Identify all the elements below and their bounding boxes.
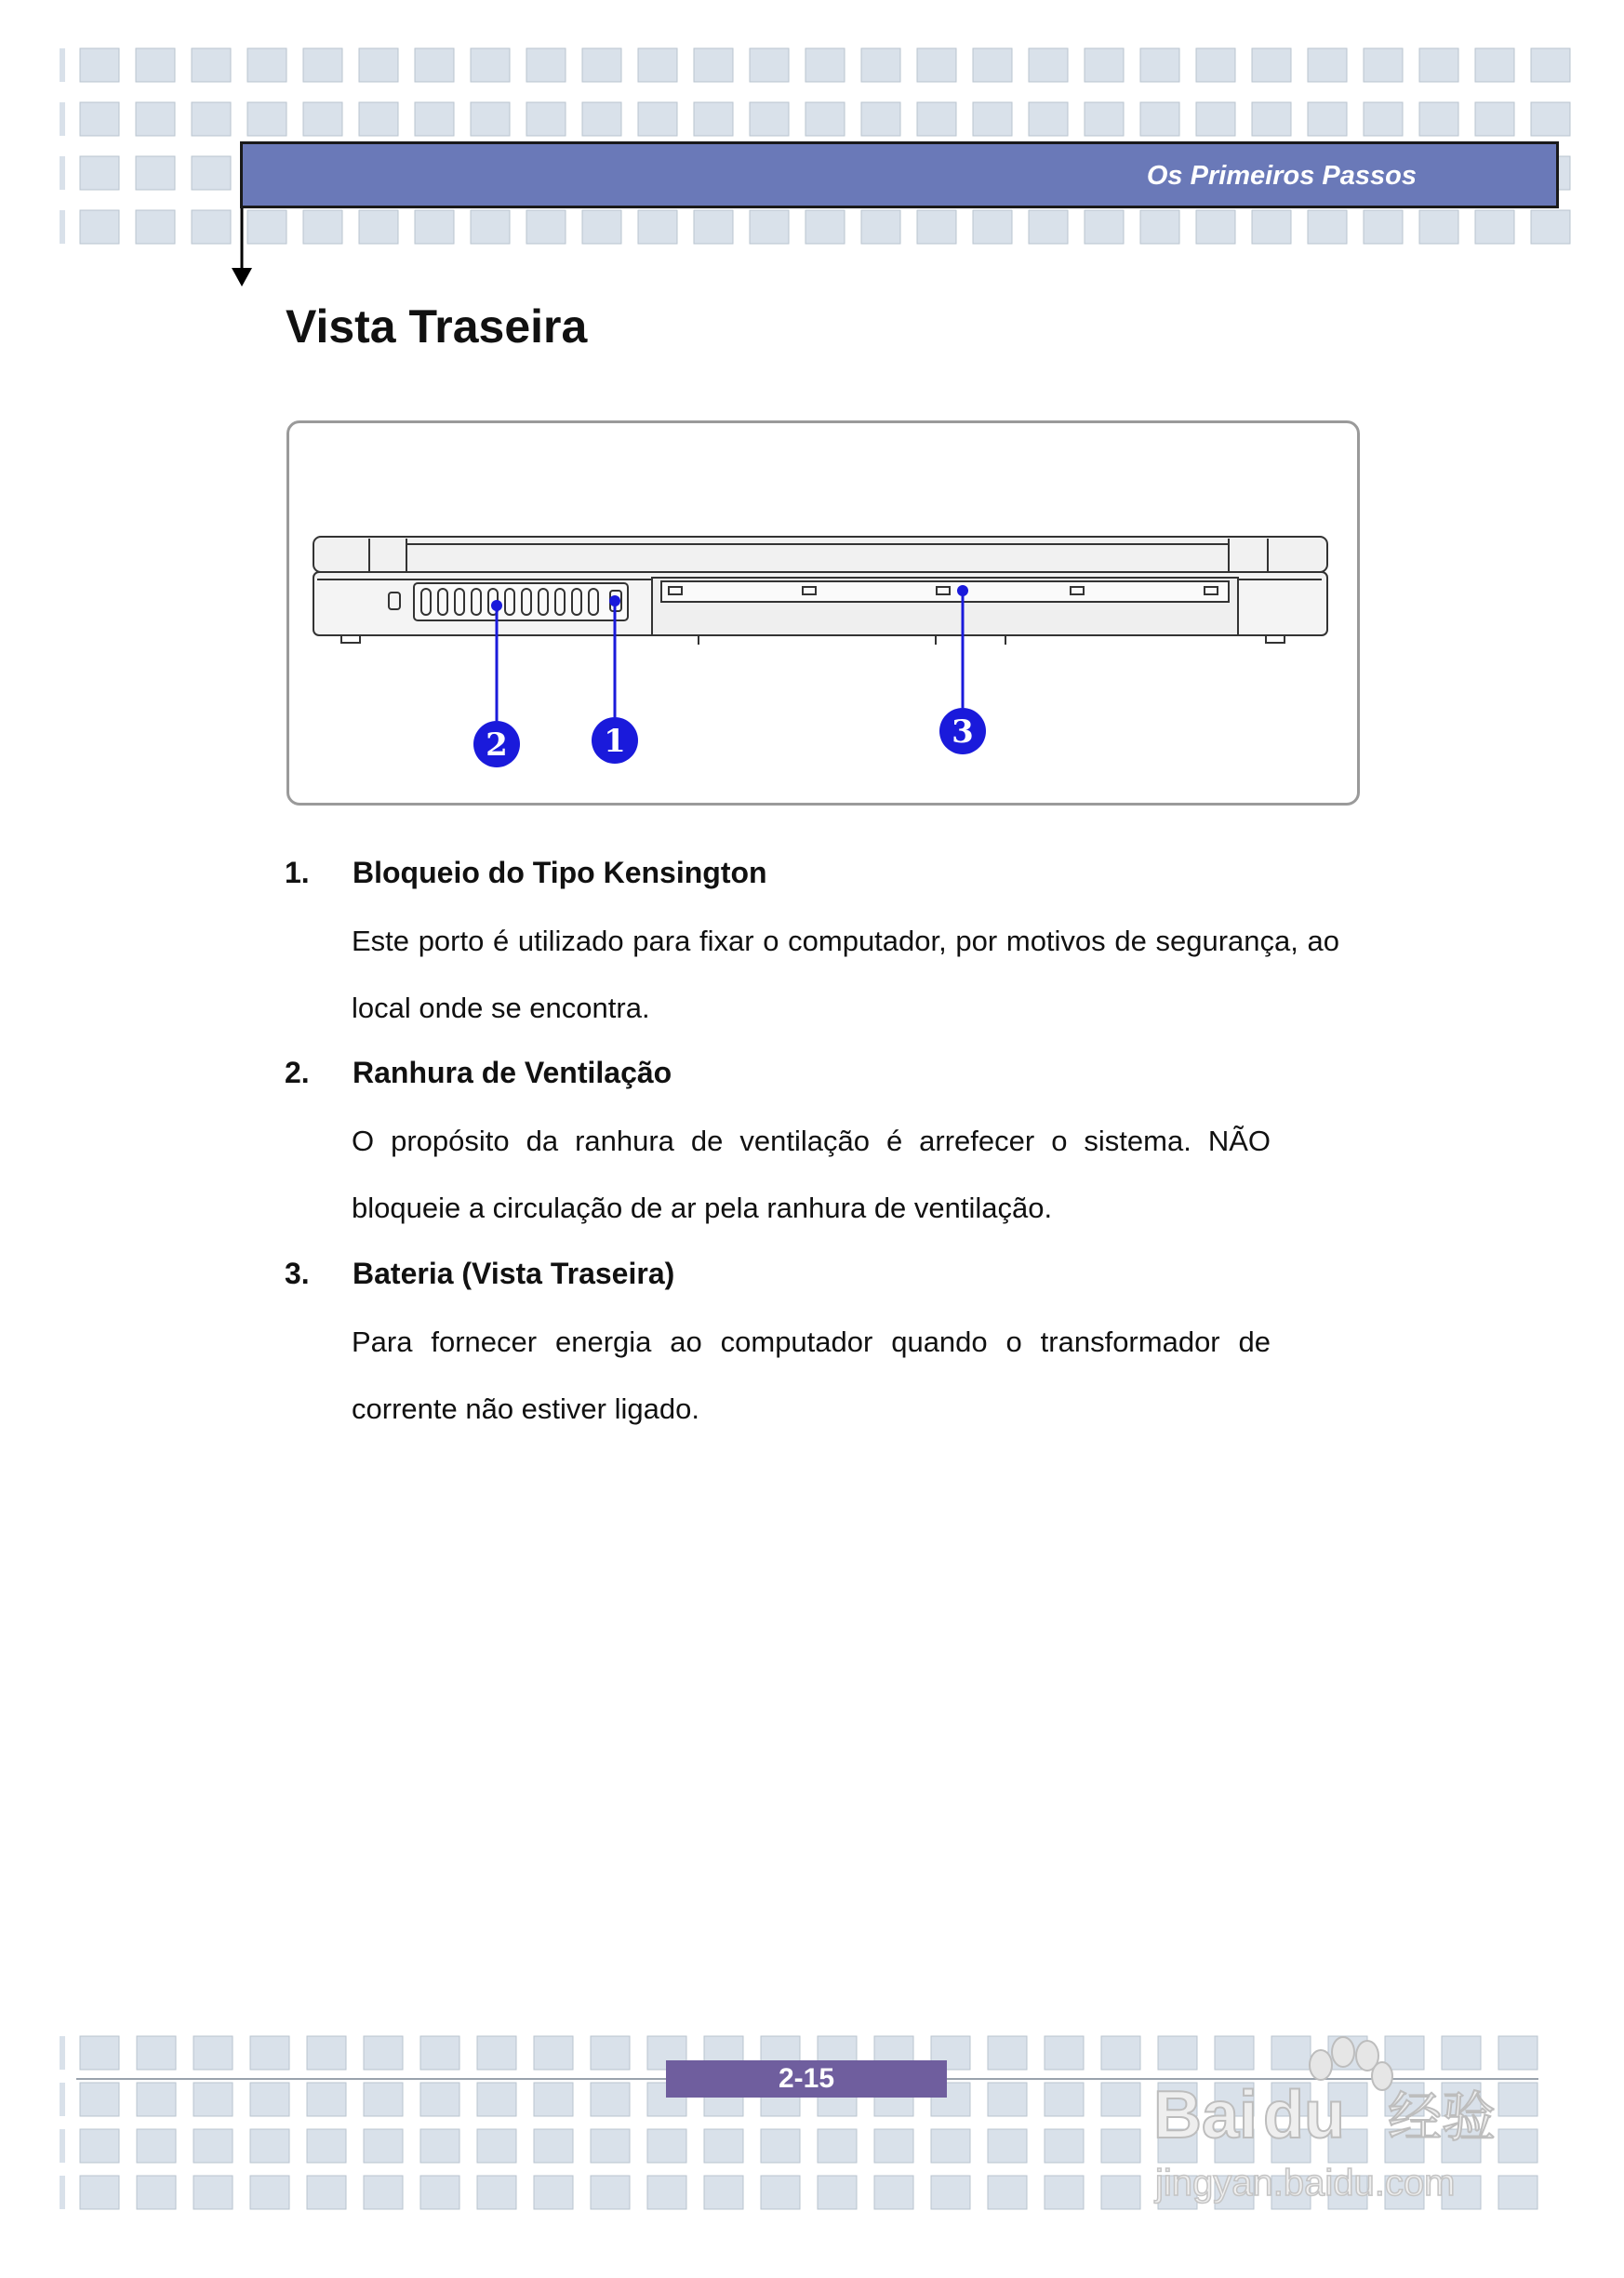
decor-tile: [917, 210, 956, 244]
decor-tile: [364, 2036, 403, 2070]
decor-tile: [420, 2129, 459, 2163]
decor-tile: [988, 2083, 1027, 2116]
decor-tile: [364, 2176, 403, 2209]
decor-tile: [1045, 2036, 1084, 2070]
item-desc-kensington: Este porto é utilizado para fixar o computador, por motivos de segurança, ao local onde se encontra.: [352, 925, 1339, 1024]
decor-tile: [137, 2176, 176, 2209]
decor-tile: [526, 210, 566, 244]
decor-tile: [1029, 48, 1068, 82]
decor-tile: [1419, 210, 1458, 244]
decor-tile: [1531, 102, 1570, 136]
header-bar: [240, 141, 1559, 208]
decor-tile: [861, 102, 900, 136]
item-number: 3.: [285, 1257, 310, 1290]
decor-tile: [1045, 2176, 1084, 2209]
decor-tile: [1252, 48, 1291, 82]
svg-text:Baidu: Baidu: [1153, 2078, 1346, 2152]
decor-tile: [874, 2129, 913, 2163]
decor-tile-edge: [60, 210, 65, 244]
decor-tile-edge: [60, 102, 65, 136]
decor-tile: [750, 48, 789, 82]
decor-tile: [1308, 48, 1347, 82]
decor-tile: [638, 102, 677, 136]
decor-tile: [1085, 48, 1124, 82]
decor-tile: [1140, 102, 1179, 136]
decor-tile: [250, 2129, 289, 2163]
decor-tile: [247, 102, 286, 136]
decor-tile: [1364, 48, 1403, 82]
decor-tile: [694, 102, 733, 136]
decor-tile: [1308, 210, 1347, 244]
page-title: Vista Traseira: [286, 300, 588, 353]
item-desc-ventilation: O propósito da ranhura de ventilação é arrefecer o sistema. NÃO bloqueie a circulação de ar pela ranhura de ventilação.: [352, 1125, 1271, 1224]
decor-tile: [1475, 102, 1514, 136]
item-number: 2.: [285, 1056, 310, 1089]
decor-tile: [1101, 2176, 1140, 2209]
svg-text:经验: 经验: [1388, 2085, 1497, 2149]
decor-tile: [761, 2129, 800, 2163]
decor-tile: [250, 2083, 289, 2116]
decor-tile: [192, 102, 231, 136]
decor-tile: [80, 102, 119, 136]
decor-tile: [192, 156, 231, 190]
decor-tile-edge: [60, 2176, 65, 2209]
decor-tile: [931, 2176, 970, 2209]
decor-tile: [137, 2083, 176, 2116]
decor-tile: [193, 2036, 233, 2070]
decor-tile: [359, 210, 398, 244]
decor-tile: [415, 48, 454, 82]
decor-tile-edge: [60, 48, 65, 82]
svg-text:jingyan.baidu.com: jingyan.baidu.com: [1155, 2163, 1456, 2204]
decor-tile: [591, 2176, 630, 2209]
decor-tile: [582, 48, 621, 82]
decor-tile: [137, 2036, 176, 2070]
decor-tile: [1196, 102, 1235, 136]
decor-tile: [534, 2083, 573, 2116]
decor-tile: [1196, 210, 1235, 244]
decor-tile: [1531, 48, 1570, 82]
decor-tile: [1475, 48, 1514, 82]
decor-tile: [818, 2129, 857, 2163]
decor-tile: [359, 48, 398, 82]
decor-tile: [137, 2129, 176, 2163]
decor-tile: [477, 2036, 516, 2070]
decor-tile: [364, 2083, 403, 2116]
callout-1: [592, 717, 638, 764]
decor-tile: [136, 102, 175, 136]
decor-tile: [1085, 102, 1124, 136]
decor-tile: [307, 2036, 346, 2070]
decor-tile: [1101, 2083, 1140, 2116]
decor-tile: [591, 2036, 630, 2070]
decor-tile: [415, 210, 454, 244]
decor-tile: [1029, 210, 1068, 244]
decor-tile: [534, 2176, 573, 2209]
decor-tile: [805, 48, 845, 82]
decor-tile: [136, 210, 175, 244]
decor-tile: [303, 210, 342, 244]
decor-tile: [1308, 102, 1347, 136]
decor-tile: [80, 2176, 119, 2209]
decor-tile: [917, 102, 956, 136]
decor-tile: [247, 48, 286, 82]
decor-tile: [136, 48, 175, 82]
decor-tile: [1364, 102, 1403, 136]
decor-tile: [471, 102, 510, 136]
decor-tile: [638, 210, 677, 244]
decor-tile: [917, 48, 956, 82]
decor-tile: [591, 2129, 630, 2163]
decor-tile: [420, 2036, 459, 2070]
decor-tile: [420, 2176, 459, 2209]
baidu-watermark: [1144, 2028, 1553, 2214]
decor-tile: [582, 102, 621, 136]
decor-tile: [750, 210, 789, 244]
decor-tile: [704, 2176, 743, 2209]
decor-tile: [250, 2176, 289, 2209]
decor-tile: [1419, 48, 1458, 82]
decor-tile: [805, 210, 845, 244]
decor-tile: [694, 210, 733, 244]
decor-tile: [359, 102, 398, 136]
decor-tile: [80, 210, 119, 244]
decor-tile-edge: [60, 2036, 65, 2070]
decor-tile: [988, 2129, 1027, 2163]
decor-tile: [591, 2083, 630, 2116]
decor-tile: [193, 2176, 233, 2209]
decor-tile: [80, 156, 119, 190]
decor-tile: [647, 2176, 686, 2209]
decor-tile: [1419, 102, 1458, 136]
decor-tile: [80, 2129, 119, 2163]
decor-tile: [307, 2083, 346, 2116]
decor-tile-edge: [60, 2083, 65, 2116]
decor-tile: [1252, 102, 1291, 136]
decor-tile: [1252, 210, 1291, 244]
item-title-battery: Bateria (Vista Traseira): [353, 1257, 675, 1290]
decor-tile: [704, 2129, 743, 2163]
decor-tile: [1531, 210, 1570, 244]
decor-tile: [471, 210, 510, 244]
figure-frame: [286, 420, 1360, 806]
svg-text:3: 3: [952, 713, 974, 751]
decor-tile: [1045, 2083, 1084, 2116]
decor-tile: [861, 48, 900, 82]
decor-tile: [80, 2083, 119, 2116]
decor-tile: [647, 2129, 686, 2163]
decor-tile: [818, 2176, 857, 2209]
decor-tile: [694, 48, 733, 82]
decor-tile: [750, 102, 789, 136]
decor-tile-edge: [60, 156, 65, 190]
decor-tile: [80, 48, 119, 82]
decor-tile: [988, 2176, 1027, 2209]
decor-tile: [192, 48, 231, 82]
decor-tile: [988, 2036, 1027, 2070]
decor-tile: [415, 102, 454, 136]
page-number: 2-15: [666, 2060, 947, 2098]
decor-tile: [534, 2129, 573, 2163]
decor-tile: [761, 2176, 800, 2209]
decor-tile: [931, 2129, 970, 2163]
decor-tile: [874, 2176, 913, 2209]
decor-tile: [420, 2083, 459, 2116]
decor-tile: [1140, 210, 1179, 244]
decor-tile: [477, 2083, 516, 2116]
item-desc-battery: Para fornecer energia ao computador quando o transformador de corrente não estiver ligado.: [352, 1326, 1271, 1425]
item-number: 1.: [285, 856, 310, 889]
decor-tile: [80, 2036, 119, 2070]
svg-text:1: 1: [604, 723, 626, 760]
decor-tile: [193, 2129, 233, 2163]
decor-tile: [1085, 210, 1124, 244]
svg-text:2: 2: [486, 726, 508, 764]
header-title: Os Primeiros Passos: [1146, 161, 1417, 191]
decor-tile: [1364, 210, 1403, 244]
decor-tile: [477, 2176, 516, 2209]
decor-tile: [534, 2036, 573, 2070]
item-title-ventilation: Ranhura de Ventilação: [353, 1056, 672, 1089]
decor-tile: [1045, 2129, 1084, 2163]
decor-tile: [973, 48, 1012, 82]
item-title-kensington: Bloqueio do Tipo Kensington: [353, 856, 767, 889]
decor-tile: [1475, 210, 1514, 244]
decor-tile: [526, 48, 566, 82]
decor-tile: [973, 102, 1012, 136]
decor-tile: [477, 2129, 516, 2163]
decor-tile: [1101, 2129, 1140, 2163]
decor-tile: [303, 48, 342, 82]
decor-tile: [805, 102, 845, 136]
decor-tile: [1196, 48, 1235, 82]
callout-3: [939, 708, 986, 754]
decor-tile: [861, 210, 900, 244]
decor-tile: [307, 2176, 346, 2209]
decor-tile: [307, 2129, 346, 2163]
decor-tile: [471, 48, 510, 82]
laptop-rear-view-illustration: [289, 423, 1357, 803]
decor-tile: [1140, 48, 1179, 82]
decor-tile: [973, 210, 1012, 244]
decor-tile: [526, 102, 566, 136]
decor-tile: [193, 2083, 233, 2116]
decor-tile: [303, 102, 342, 136]
decor-tile: [638, 48, 677, 82]
callout-2: [473, 721, 520, 767]
decor-tile: [1029, 102, 1068, 136]
decor-tile: [250, 2036, 289, 2070]
decor-tile: [364, 2129, 403, 2163]
down-arrow-icon: [223, 205, 260, 290]
decor-tile: [1101, 2036, 1140, 2070]
decor-tile: [136, 156, 175, 190]
decor-tile-edge: [60, 2129, 65, 2163]
decor-tile: [582, 210, 621, 244]
